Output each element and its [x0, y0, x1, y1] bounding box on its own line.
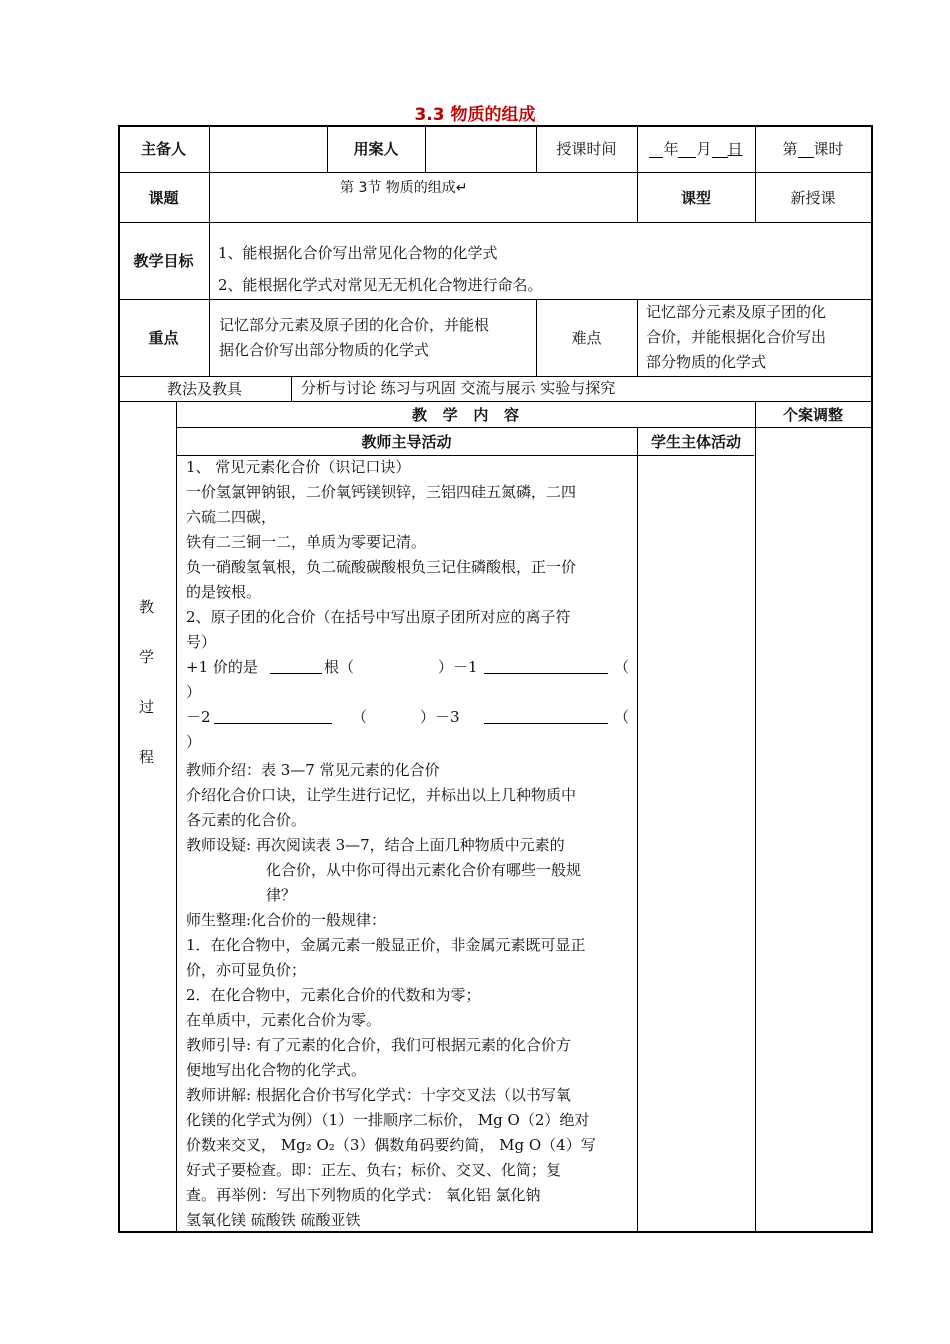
content-line: 1．在化合物中，金属元素一般显正价，非金属元素既可显正 — [186, 936, 586, 954]
fill-blank[interactable] — [270, 673, 322, 674]
difficult-points-label: 难点 — [571, 329, 602, 347]
content-line: 教师引导: 有了元素的化合价，我们可根据元素的化合价方 — [186, 1036, 571, 1054]
content-line: 化镁的化学式为例）（1）一排顺序二标价， Mg O（2）绝对 — [186, 1111, 590, 1129]
teaching-goals-label: 教学目标 — [133, 252, 194, 270]
content-line: +1 价的是 — [186, 658, 258, 676]
student-activity-header: 学生主体活动 — [650, 432, 741, 451]
period-suffix: 课时 — [813, 140, 844, 158]
content-line: 1、 常见元素化合价（识记口诀） — [186, 458, 411, 476]
date-day-mark: 日 — [727, 140, 743, 158]
content-line: 铁有二三铜一二，单质为零要记清。 — [186, 533, 427, 551]
teaching-goal-2: 2、能根据化学式对常见无无机化合物进行命名。 — [218, 276, 543, 294]
content-line: 六硫二四碳， — [186, 508, 277, 526]
content-header: 教 学 内 容 — [412, 405, 519, 424]
key-points-label: 重点 — [148, 329, 179, 347]
content-line: 师生整理:化合价的一般规律： — [186, 911, 387, 929]
student-activity-area[interactable] — [638, 456, 754, 1231]
content-line: 教师设疑: 再次阅读表 3—7，结合上面几种物质中元素的 — [186, 836, 565, 854]
content-line: 律？ — [266, 886, 297, 904]
content-line: 价，亦可显负价； — [186, 961, 307, 979]
difficult-points-line-2: 合价，并能根据化合价写出 — [646, 328, 827, 346]
content-line: 根（ — [324, 658, 355, 676]
content-line: 好式子要检查。即：正左、负右；标价、交叉、化简；复 — [186, 1161, 562, 1179]
content-line: 负一硝酸氢氧根，负二硫酸碳酸根负三记住磷酸根，正一价 — [186, 558, 577, 576]
content-line: 便地写出化合物的化学式。 — [186, 1061, 367, 1079]
content-line: 各元素的化合价。 — [186, 811, 307, 829]
content-line: 的是铵根。 — [186, 583, 262, 601]
user-value[interactable] — [425, 125, 536, 172]
difficult-points-line-3: 部分物质的化学式 — [646, 353, 767, 371]
fill-blank[interactable] — [484, 723, 608, 724]
content-line: 号） — [186, 633, 217, 651]
adjust-header: 个案调整 — [782, 405, 843, 424]
content-line: 价数来交叉， Mg₂ O₂（3）偶数角码要约简， Mg O（4）写 — [186, 1136, 596, 1154]
teaching-goal-1: 1、能根据化合价写出常见化合物的化学式 — [218, 244, 498, 262]
content-line: 介绍化合价口诀，让学生进行记忆，并标出以上几种物质中 — [186, 786, 577, 804]
content-line: 化合价，从中你可得出元素化合价有哪些一般规 — [266, 861, 582, 879]
lesson-type-value: 新授课 — [790, 188, 836, 207]
process-side-char: 学 — [139, 648, 155, 666]
period-prefix: 第 — [782, 140, 798, 158]
period-field[interactable] — [755, 125, 871, 172]
methods-value: 分析与讨论 练习与巩固 交流与展示 实验与探究 — [301, 379, 616, 397]
methods-label: 教法及教具 — [166, 380, 242, 398]
content-line: 查。再举例：写出下列物质的化学式： 氧化铝 氯化钠 — [186, 1186, 541, 1204]
content-line: 教师讲解: 根据化合价书写化学式：十字交叉法（以书写氧 — [186, 1086, 571, 1104]
content-line: 氢氧化镁 硫酸铁 硫酸亚铁 — [186, 1211, 361, 1229]
date-month-mark: 月 — [696, 140, 712, 158]
process-side-char: 程 — [139, 748, 155, 766]
content-line: 一价氢氯钾钠银，二价氧钙镁钡锌，三铝四硅五氮磷，二四 — [186, 483, 577, 501]
teaching-time-label: 授课时间 — [556, 140, 617, 158]
key-points-line-2: 据化合价写出部分物质的化学式 — [219, 341, 430, 359]
content-line: （ — [614, 708, 630, 726]
content-line: ） — [186, 683, 202, 701]
content-line: （ — [352, 708, 368, 726]
content-line: ）－1 — [438, 658, 478, 676]
content-line: ）－3 — [420, 708, 460, 726]
content-line: （ — [614, 658, 630, 676]
content-line: －2 — [186, 708, 211, 726]
preparer-label: 主备人 — [140, 140, 186, 158]
date-year-mark: 年 — [663, 140, 679, 158]
content-line: 2、原子团的化合价（在括号中写出原子团所对应的离子符 — [186, 608, 571, 626]
teaching-date[interactable] — [637, 125, 755, 172]
key-points-line-1: 记忆部分元素及原子团的化合价，并能根 — [219, 316, 490, 334]
user-label: 用案人 — [353, 140, 399, 158]
lesson-type-label: 课型 — [680, 188, 711, 207]
teacher-activity-header: 教师主导活动 — [361, 432, 452, 451]
topic-label: 课题 — [148, 188, 179, 207]
content-line: ） — [186, 733, 202, 751]
case-adjustment-area[interactable] — [756, 428, 870, 1231]
fill-blank[interactable] — [484, 673, 608, 674]
document-title: 3.3 物质的组成 — [414, 105, 536, 125]
topic-value: 第 3节 物质的组成↵ — [340, 180, 468, 196]
process-side-char: 过 — [139, 698, 155, 716]
content-line: 2．在化合物中，元素化合价的代数和为零； — [186, 986, 481, 1004]
content-line: 在单质中，元素化合价为零。 — [186, 1011, 382, 1029]
fill-blank[interactable] — [214, 723, 332, 724]
preparer-value[interactable] — [209, 125, 327, 172]
process-side-char: 教 — [139, 598, 155, 616]
content-line: 教师介绍：表 3—7 常见元素的化合价 — [186, 761, 440, 779]
difficult-points-line-1: 记忆部分元素及原子团的化 — [646, 303, 827, 321]
